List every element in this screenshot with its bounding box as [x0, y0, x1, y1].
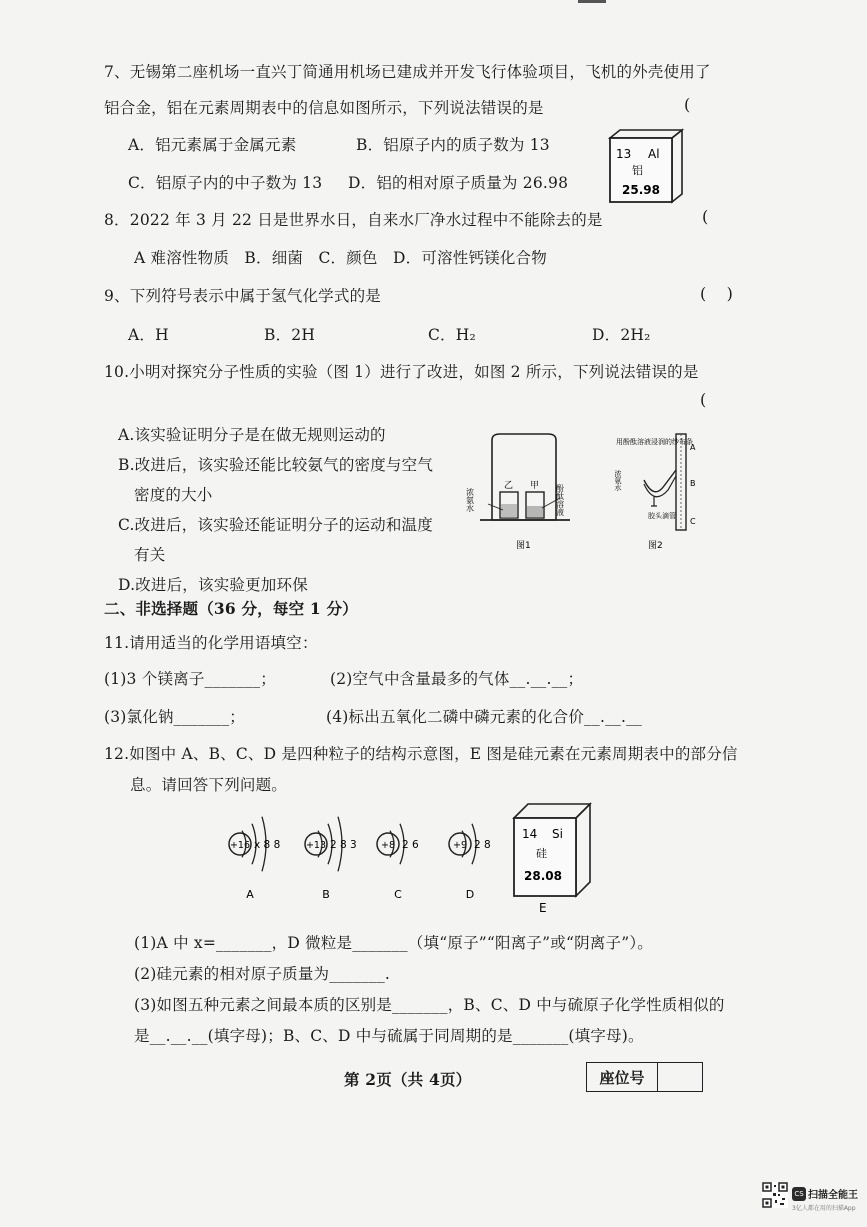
qr-code-icon: [762, 1182, 788, 1208]
q12-part1: (1)A 中 x=_______，D 微粒是_______（填“原子”“阳离子”或“阴离子”）。: [134, 934, 653, 952]
nucleus-charge: +9: [452, 840, 468, 851]
atom-structure-diagrams: [226, 802, 526, 912]
q7-line1: 7、无锡第二座机场一直兴丁简通用机场已建成并开发飞行体验项目，飞机的外壳使用了: [104, 63, 711, 81]
scanner-logo-icon: CS: [792, 1187, 806, 1201]
fig2-label-dropper: 胶头滴管: [648, 512, 676, 520]
aluminum-element-cell: [606, 128, 688, 210]
nucleus-charge: +16: [229, 840, 251, 851]
q10-option-c-line1: C.改进后，该实验还能证明分子的运动和温度: [118, 516, 433, 534]
q12-part3a: (3)如图五种元素之间最本质的区别是_______，B、C、D 中与硫原子化学性质相似的: [134, 996, 725, 1014]
electron-counts: x 8 8: [254, 839, 281, 851]
q11-part2: (2)空气中含量最多的气体__.__.__；: [330, 670, 584, 688]
top-edge-mark: [578, 0, 606, 3]
q10-option-c-line2: 有关: [134, 546, 166, 564]
atom-diagram-a: [229, 817, 280, 901]
q12-part3b: 是__.__.__(填字母)；B、C、D 中与硫属于同周期的是_______(填字母)。: [134, 1027, 644, 1045]
atom-diagram-b: [305, 817, 357, 901]
fig2-label-c: C: [690, 517, 696, 526]
q10-option-a: A.该实验证明分子是在做无规则运动的: [118, 426, 386, 444]
al-name: 铝: [632, 164, 643, 177]
fig1-caption: 图1: [516, 541, 531, 551]
atom-diagram-c: [377, 824, 419, 901]
si-symbol: Si: [552, 827, 563, 841]
nucleus-charge: +8: [380, 840, 396, 851]
atom-label: D: [465, 888, 475, 901]
fig2-label-ammonia: 浓氨水: [614, 470, 622, 491]
q7-option-b: B．铝原子内的质子数为 13: [356, 136, 550, 154]
q10-option-b-line2: 密度的大小: [134, 486, 213, 504]
atom-label: A: [246, 888, 254, 901]
q10-option-d: D.改进后，该实验更加环保: [118, 576, 308, 594]
fig2-label-b: B: [690, 479, 696, 488]
q9-option-a: A．H: [128, 326, 169, 344]
al-atomic-number: 13: [616, 147, 632, 161]
si-name: 硅: [536, 847, 547, 860]
q12-part2: (2)硅元素的相对原子质量为_______.: [134, 965, 391, 983]
q8-line1: 8．2022 年 3 月 22 日是世界水日，自来水厂净水过程中不能除去的是: [104, 211, 603, 229]
electron-counts: 2 8 3: [330, 839, 357, 851]
electron-counts: 2 8: [474, 839, 491, 851]
q9-option-c: C．H₂: [428, 326, 476, 344]
q9-option-d: D．2H₂: [592, 326, 651, 344]
figure-2-tube-experiment: [614, 430, 706, 558]
atom-label: B: [322, 888, 330, 901]
al-symbol: Al: [648, 147, 660, 161]
q11-part3: (3)氯化钠_______；: [104, 708, 246, 726]
fig1-label-phenolphthalein: 酚酞溶液: [555, 484, 565, 516]
atom-diagram-d: [449, 824, 491, 901]
section-2-title: 二、非选择题（36 分，每空 1 分）: [104, 599, 358, 618]
seat-number-field[interactable]: [658, 1063, 702, 1091]
atom-label: C: [394, 888, 402, 901]
si-atomic-number: 14: [522, 827, 538, 841]
q9-line1: 9、下列符号表示中属于氢气化学式的是: [104, 287, 381, 305]
si-cell-label: E: [539, 901, 547, 915]
fig1-label-jia: 甲: [530, 481, 540, 491]
q12-line1: 12.如图中 A、B、C、D 是四种粒子的结构示意图，E 图是硅元素在元素周期表中的部分信: [104, 745, 738, 763]
q11-intro: 11.请用适当的化学用语填空：: [104, 634, 318, 652]
silicon-element-cell: [510, 802, 596, 918]
seat-number-label: 座位号: [587, 1063, 658, 1091]
scanner-watermark: [792, 1183, 858, 1212]
q8-options: A 难溶性物质 B．细菌 C．颜色 D．可溶性钙镁化合物: [134, 249, 547, 267]
fig2-caption: 图2: [648, 541, 663, 551]
q10-answer-paren: (: [700, 390, 707, 409]
q9-option-b: B．2H: [264, 326, 316, 344]
q12-line2: 息。请回答下列问题。: [130, 776, 288, 794]
q11-part4: (4)标出五氧化二磷中磷元素的化合价__.__.__: [326, 708, 643, 726]
electron-counts: 2 6: [402, 839, 419, 851]
q8-answer-paren: (: [702, 207, 709, 226]
scanner-subtitle: 3亿人都在用的扫描App: [792, 1205, 856, 1212]
q10-option-b-line1: B.改进后，该实验还能比较氨气的密度与空气: [118, 456, 434, 474]
seat-number-box: [586, 1062, 703, 1092]
page-number: 第 2页（共 4页）: [344, 1070, 472, 1089]
q7-option-d: D．铝的相对原子质量为 26.98: [348, 174, 569, 192]
fig2-label-a: A: [690, 443, 696, 452]
nucleus-charge: +13: [305, 840, 327, 851]
q7-line2: 铝合金，铝在元素周期表中的信息如图所示，下列说法错误的是: [104, 99, 544, 117]
figure-1-beaker-experiment: [465, 432, 582, 558]
q7-answer-paren: (: [684, 95, 691, 114]
al-atomic-mass: 25.98: [622, 183, 660, 197]
fig1-label-yi: 乙: [504, 481, 514, 491]
scanner-name: 扫描全能王: [808, 1190, 858, 1201]
si-atomic-mass: 28.08: [524, 869, 562, 883]
q7-option-a: A．铝元素属于金属元素: [128, 136, 297, 154]
fig1-label-ammonia: 浓氨水: [465, 488, 475, 512]
fig2-label-gauze: 用酚酞溶液浸润的纱布条: [616, 438, 693, 446]
q7-option-c: C．铝原子内的中子数为 13: [128, 174, 323, 192]
q11-part1: (1)3 个镁离子_______；: [104, 670, 276, 688]
q10-line1: 10.小明对探究分子性质的实验（图 1）进行了改进，如图 2 所示，下列说法错误的是: [104, 363, 699, 381]
q9-answer-paren: ( ): [700, 284, 733, 303]
